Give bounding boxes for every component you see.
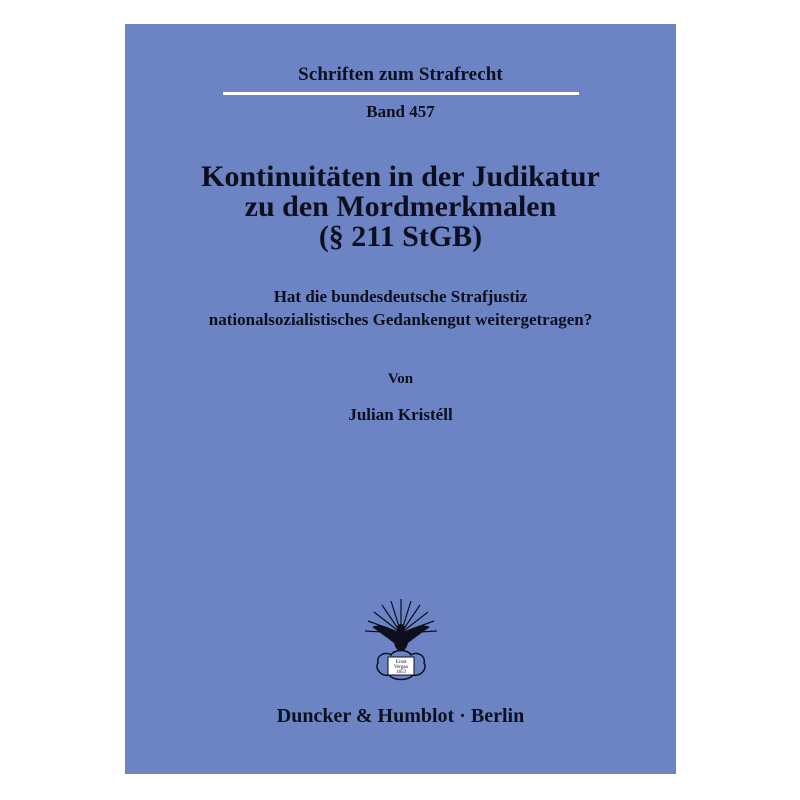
book-cover <box>125 24 676 774</box>
svg-text:1853: 1853 <box>396 670 406 675</box>
series-rule <box>223 92 579 95</box>
title-line: zu den Mordmerkmalen <box>244 190 557 223</box>
subtitle-line: nationalsozialistisches Gedankengut weitergetragen? <box>208 310 593 329</box>
title-line: Kontinuitäten in der Judikatur <box>201 160 600 193</box>
by-label: Von <box>387 371 414 387</box>
eagle-emblem-icon <box>358 597 444 683</box>
title-line: (§ 211 StGB) <box>318 220 483 253</box>
series-title: Schriften zum Strafrecht <box>298 64 503 85</box>
svg-text:Ernst: Ernst <box>395 660 407 665</box>
author-name: Julian Kristéll <box>348 405 453 424</box>
subtitle-line: Hat die bundesdeutsche Strafjustiz <box>273 287 528 306</box>
book-title <box>125 162 676 252</box>
publisher-name: Duncker & Humblot · Berlin <box>276 705 525 727</box>
book-subtitle <box>125 285 676 331</box>
svg-text:Vergan: Vergan <box>393 665 409 670</box>
volume-number: Band 457 <box>366 102 435 121</box>
